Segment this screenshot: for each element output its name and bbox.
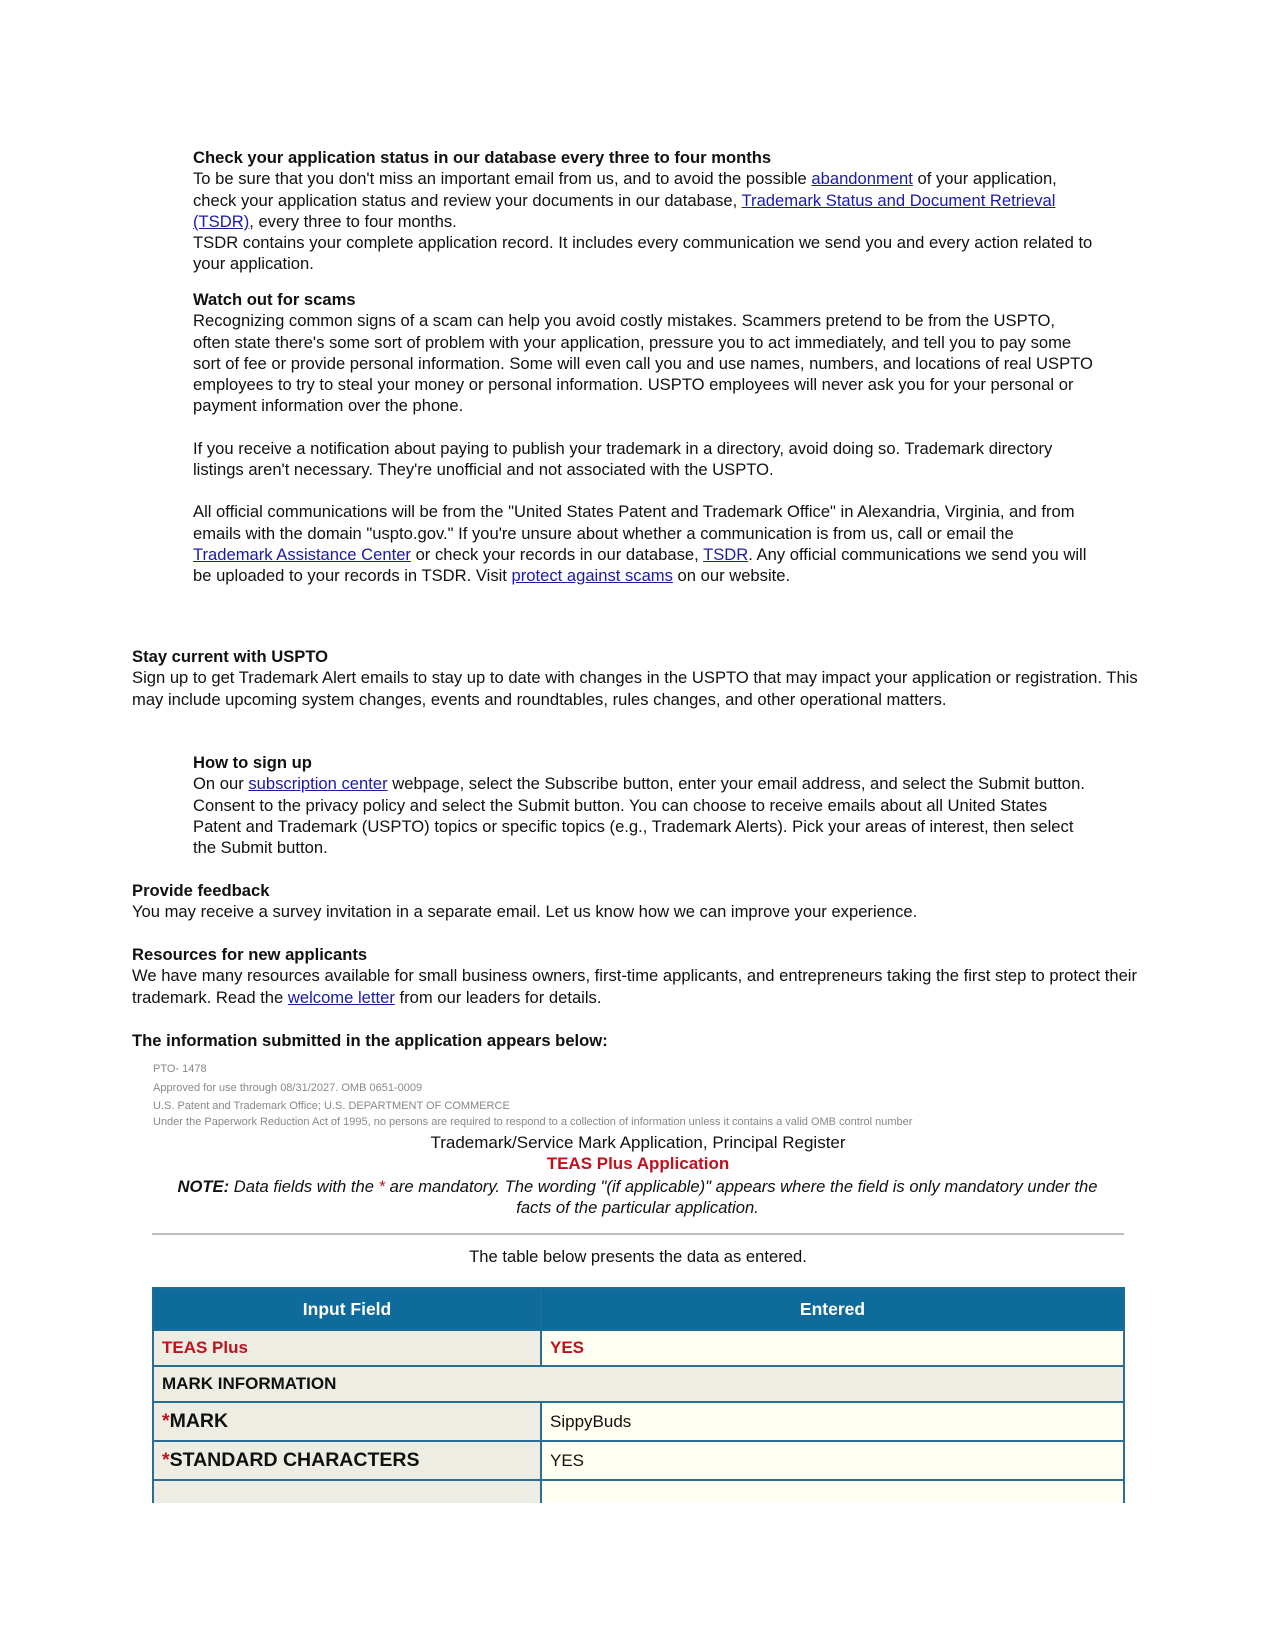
mark-value: SippyBuds xyxy=(541,1402,1124,1441)
check-status-heading: Check your application status in our database every three to four months xyxy=(193,148,772,167)
standard-characters-label: STANDARD CHARACTERS xyxy=(169,1449,420,1471)
table-row xyxy=(153,1330,1124,1366)
table-header-row xyxy=(153,1288,1124,1330)
empty-value-cell xyxy=(541,1480,1124,1503)
resources-paragraph xyxy=(132,965,1152,1008)
feedback-paragraph: You may receive a survey invitation in a separate email. Let us know how we can improve your experience. xyxy=(132,902,918,922)
protect-against-scams-link[interactable]: protect against scams xyxy=(511,566,673,586)
paperwork-text: Under the Paperwork Reduction Act of 1995, no persons are required to respond to a collection of information unless it contains a valid OMB control number xyxy=(153,1116,913,1128)
info-heading: The information submitted in the application appears below: xyxy=(132,1031,608,1050)
sign-up-section xyxy=(193,752,1093,858)
empty-label-cell xyxy=(153,1480,541,1503)
feedback-heading: Provide feedback xyxy=(132,881,270,900)
text: from our leaders for details. xyxy=(394,987,602,1007)
header-input-field: Input Field xyxy=(153,1288,541,1330)
scams-section xyxy=(193,289,1093,587)
table-section-row xyxy=(153,1366,1124,1402)
text: . Any official communications we send you will be uploaded to your records in TSDR. Visit xyxy=(193,544,1087,586)
sign-up-heading: How to sign up xyxy=(193,753,312,772)
mark-label: MARK xyxy=(169,1410,229,1432)
welcome-letter-link[interactable]: welcome letter xyxy=(287,987,395,1007)
table-row xyxy=(153,1402,1124,1441)
stay-current-section xyxy=(132,646,1152,710)
pto-number: PTO- 1478 xyxy=(153,1063,207,1075)
text: All official communications will be from the "United States Patent and Trademark Office" in Alexandria, Virginia, and from emails with the domain "uspto.gov." If you're unsure about whether a communication is from us, call or email the xyxy=(193,502,1075,543)
feedback-section xyxy=(132,880,1152,923)
check-status-section xyxy=(193,147,1093,275)
scams-paragraph-2: If you receive a notification about paying to publish your trademark in a directory, avoid doing so. Trademark directory listings aren't necessary. They're unofficial and not associated with the USPTO. xyxy=(193,438,1053,480)
text: are mandatory. The wording "(if applicable)" appears where the field is only mandatory under the facts of the particular application. xyxy=(385,1177,1098,1217)
required-asterisk: * xyxy=(162,1410,170,1432)
mark-label-cell xyxy=(153,1402,541,1441)
table-row-partial xyxy=(153,1480,1124,1503)
required-asterisk: * xyxy=(378,1177,386,1196)
mark-information-section: MARK INFORMATION xyxy=(153,1366,1124,1402)
table-row xyxy=(153,1441,1124,1480)
header-entered: Entered xyxy=(541,1288,1124,1330)
text: , every three to four months. xyxy=(249,211,457,231)
text: We have many resources available for small business owners, first-time applicants, and entrepreneurs taking the first step to protect their trademark. Read the xyxy=(132,966,1138,1007)
text: of your application, check your application status and review your documents in our database, xyxy=(193,169,1057,210)
standard-characters-value: YES xyxy=(541,1441,1124,1480)
scams-paragraph-3 xyxy=(193,501,1093,586)
stay-current-heading: Stay current with USPTO xyxy=(132,647,329,666)
resources-heading: Resources for new applicants xyxy=(132,945,368,964)
subscription-center-link[interactable]: subscription center xyxy=(248,774,388,794)
text: Data fields with the xyxy=(229,1177,379,1196)
scams-paragraph-1: Recognizing common signs of a scam can help you avoid costly mistakes. Scammers pretend to be from the USPTO, often state there's some sort of problem with your application, pressure you to act immediately, and tell you to pay some sort of fee or provide personal information. Some will even call you and use names, numbers, and locations of real USPTO employees to try to steal your money or personal information. USPTO employees will never ask you for your personal or payment information over the phone. xyxy=(193,311,1093,416)
text: On our xyxy=(193,774,249,794)
tsdr-description: TSDR contains your complete application record. It includes every communication we send you and every action related to your application. xyxy=(193,233,1093,274)
note-label: NOTE: xyxy=(177,1177,230,1196)
tsdr-full-link[interactable]: Trademark Status and Document Retrieval (TSDR) xyxy=(193,190,1056,231)
check-status-paragraph xyxy=(193,168,1093,232)
text: To be sure that you don't miss an important email from us, and to avoid the possible xyxy=(193,169,812,189)
form-subtitle: TEAS Plus Application xyxy=(546,1154,730,1173)
divider xyxy=(152,1233,1124,1235)
text: or check your records in our database, xyxy=(410,544,704,564)
scams-heading: Watch out for scams xyxy=(193,290,356,309)
trademark-assistance-center-link[interactable]: Trademark Assistance Center xyxy=(193,544,411,564)
tsdr-link[interactable]: TSDR xyxy=(703,544,749,564)
sign-up-paragraph xyxy=(193,773,1093,858)
abandonment-link[interactable]: abandonment xyxy=(811,169,913,189)
stay-current-paragraph: Sign up to get Trademark Alert emails to stay up to date with changes in the USPTO that may impact your application or registration. This may include upcoming system changes, events and roundtables, rules changes, and other operational matters. xyxy=(132,668,1138,709)
table-caption: The table below presents the data as entered. xyxy=(469,1247,807,1266)
form-title: Trademark/Service Mark Application, Principal Register xyxy=(430,1133,846,1152)
application-data-table xyxy=(152,1287,1125,1503)
text: on our website. xyxy=(672,566,791,586)
teas-plus-value: YES xyxy=(541,1330,1124,1366)
resources-section xyxy=(132,944,1152,1008)
mandatory-note xyxy=(165,1176,1110,1218)
text: webpage, select the Subscribe button, enter your email address, and select the Submit button. Consent to the privacy policy and select the Submit button. You can choose to receive emails about all United States Patent and Trademark (USPTO) topics or specific topics (e.g., Trademark Alerts). Pick your areas of interest, then select the Submit button. xyxy=(193,774,1085,858)
office-text: U.S. Patent and Trademark Office; U.S. DEPARTMENT OF COMMERCE xyxy=(153,1100,510,1112)
required-asterisk: * xyxy=(162,1449,170,1471)
teas-plus-label: TEAS Plus xyxy=(153,1330,541,1366)
standard-characters-label-cell xyxy=(153,1441,541,1480)
approval-text: Approved for use through 08/31/2027. OMB 0651-0009 xyxy=(153,1082,423,1094)
